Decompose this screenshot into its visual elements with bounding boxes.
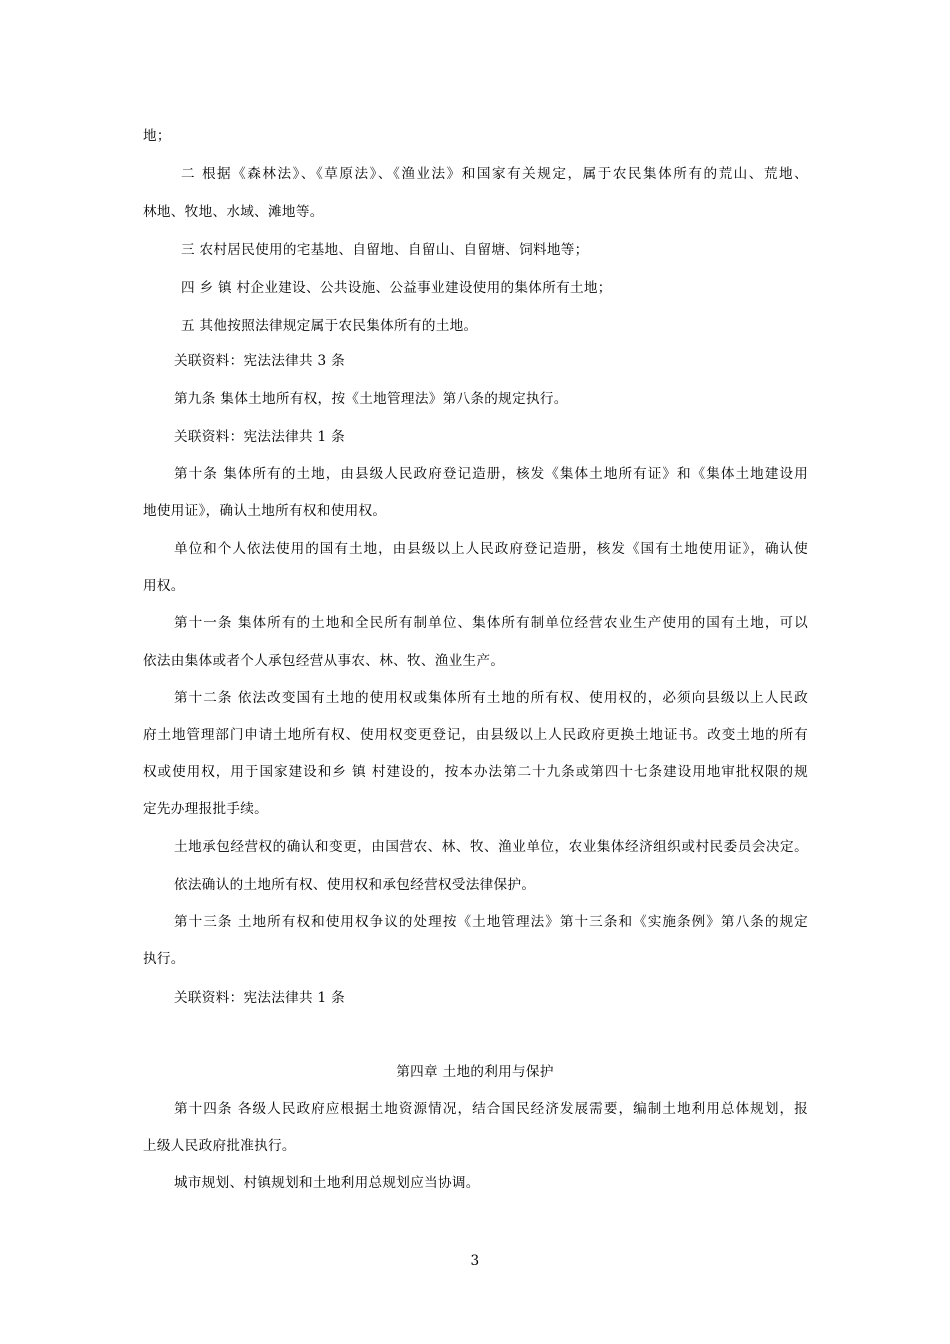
text-line: 权或使用权，用于国家建设和乡 镇 村建设的，按本办法第二十九条或第四十七条建设用地审批权限的规: [143, 764, 808, 780]
text-line: 三 农村居民使用的宅基地、自留地、自留山、自留塘、饲料地等；: [181, 242, 589, 258]
text-line: 关联资料：宪法法律共 1 条: [174, 429, 346, 445]
article-heading: 第九条 集体土地所有权，按《土地管理法》第八条的规定执行。: [174, 391, 568, 407]
text-line: 依法由集体或者个人承包经营从事农、林、牧、渔业生产。: [143, 653, 505, 669]
article-heading: 第十四条 各级人民政府应根据土地资源情况，结合国民经济发展需要，编制土地利用总体规划，报: [174, 1101, 808, 1117]
text-line: 土地承包经营权的确认和变更，由国营农、林、牧、渔业单位，农业集体经济组织或村民委员会决定。: [174, 839, 808, 855]
text-line: 府土地管理部门申请土地所有权、使用权变更登记，由县级以上人民政府更换土地证书。改变土地的所有: [143, 727, 808, 743]
text-line: 地使用证》，确认土地所有权和使用权。: [143, 503, 387, 519]
text-line: 上级人民政府批准执行。: [143, 1138, 296, 1154]
text-line: 地；: [143, 128, 171, 144]
text-line: 关联资料：宪法法律共 1 条: [174, 990, 346, 1006]
article-heading: 第十二条 依法改变国有土地的使用权或集体所有土地的所有权、使用权的，必须向县级以上人民政: [174, 690, 808, 706]
text-line: 用权。: [143, 578, 185, 594]
text-line: 五 其他按照法律规定属于农民集体所有的土地。: [181, 318, 478, 334]
article-heading: 第十条 集体所有的土地，由县级人民政府登记造册，核发《集体土地所有证》和《集体土地建设用: [174, 466, 808, 482]
text-line: 关联资料：宪法法律共 3 条: [174, 353, 346, 369]
text-line: 林地、牧地、水域、滩地等。: [143, 204, 324, 220]
text-line: 依法确认的土地所有权、使用权和承包经营权受法律保护。: [174, 877, 536, 893]
page-number: 3: [470, 1253, 480, 1269]
text-line: 二 根据《森林法》、《草原法》、《渔业法》和国家有关规定，属于农民集体所有的荒山、荒地、: [181, 166, 808, 182]
chapter-title: 第四章 土地的利用与保护: [396, 1064, 554, 1080]
text-line: 四 乡 镇 村企业建设、公共设施、公益事业建设使用的集体所有土地；: [181, 280, 612, 296]
article-heading: 第十三条 土地所有权和使用权争议的处理按《土地管理法》第十三条和《实施条例》第八条的规定: [174, 914, 808, 930]
text-line: 执行。: [143, 951, 185, 967]
text-line: 定先办理报批手续。: [143, 801, 269, 817]
article-heading: 第十一条 集体所有的土地和全民所有制单位、集体所有制单位经营农业生产使用的国有土地，可以: [174, 615, 808, 631]
text-line: 城市规划、村镇规划和土地利用总规划应当协调。: [174, 1175, 480, 1191]
text-line: 单位和个人依法使用的国有土地，由县级以上人民政府登记造册，核发《国有土地使用证》，确认使: [174, 541, 808, 557]
